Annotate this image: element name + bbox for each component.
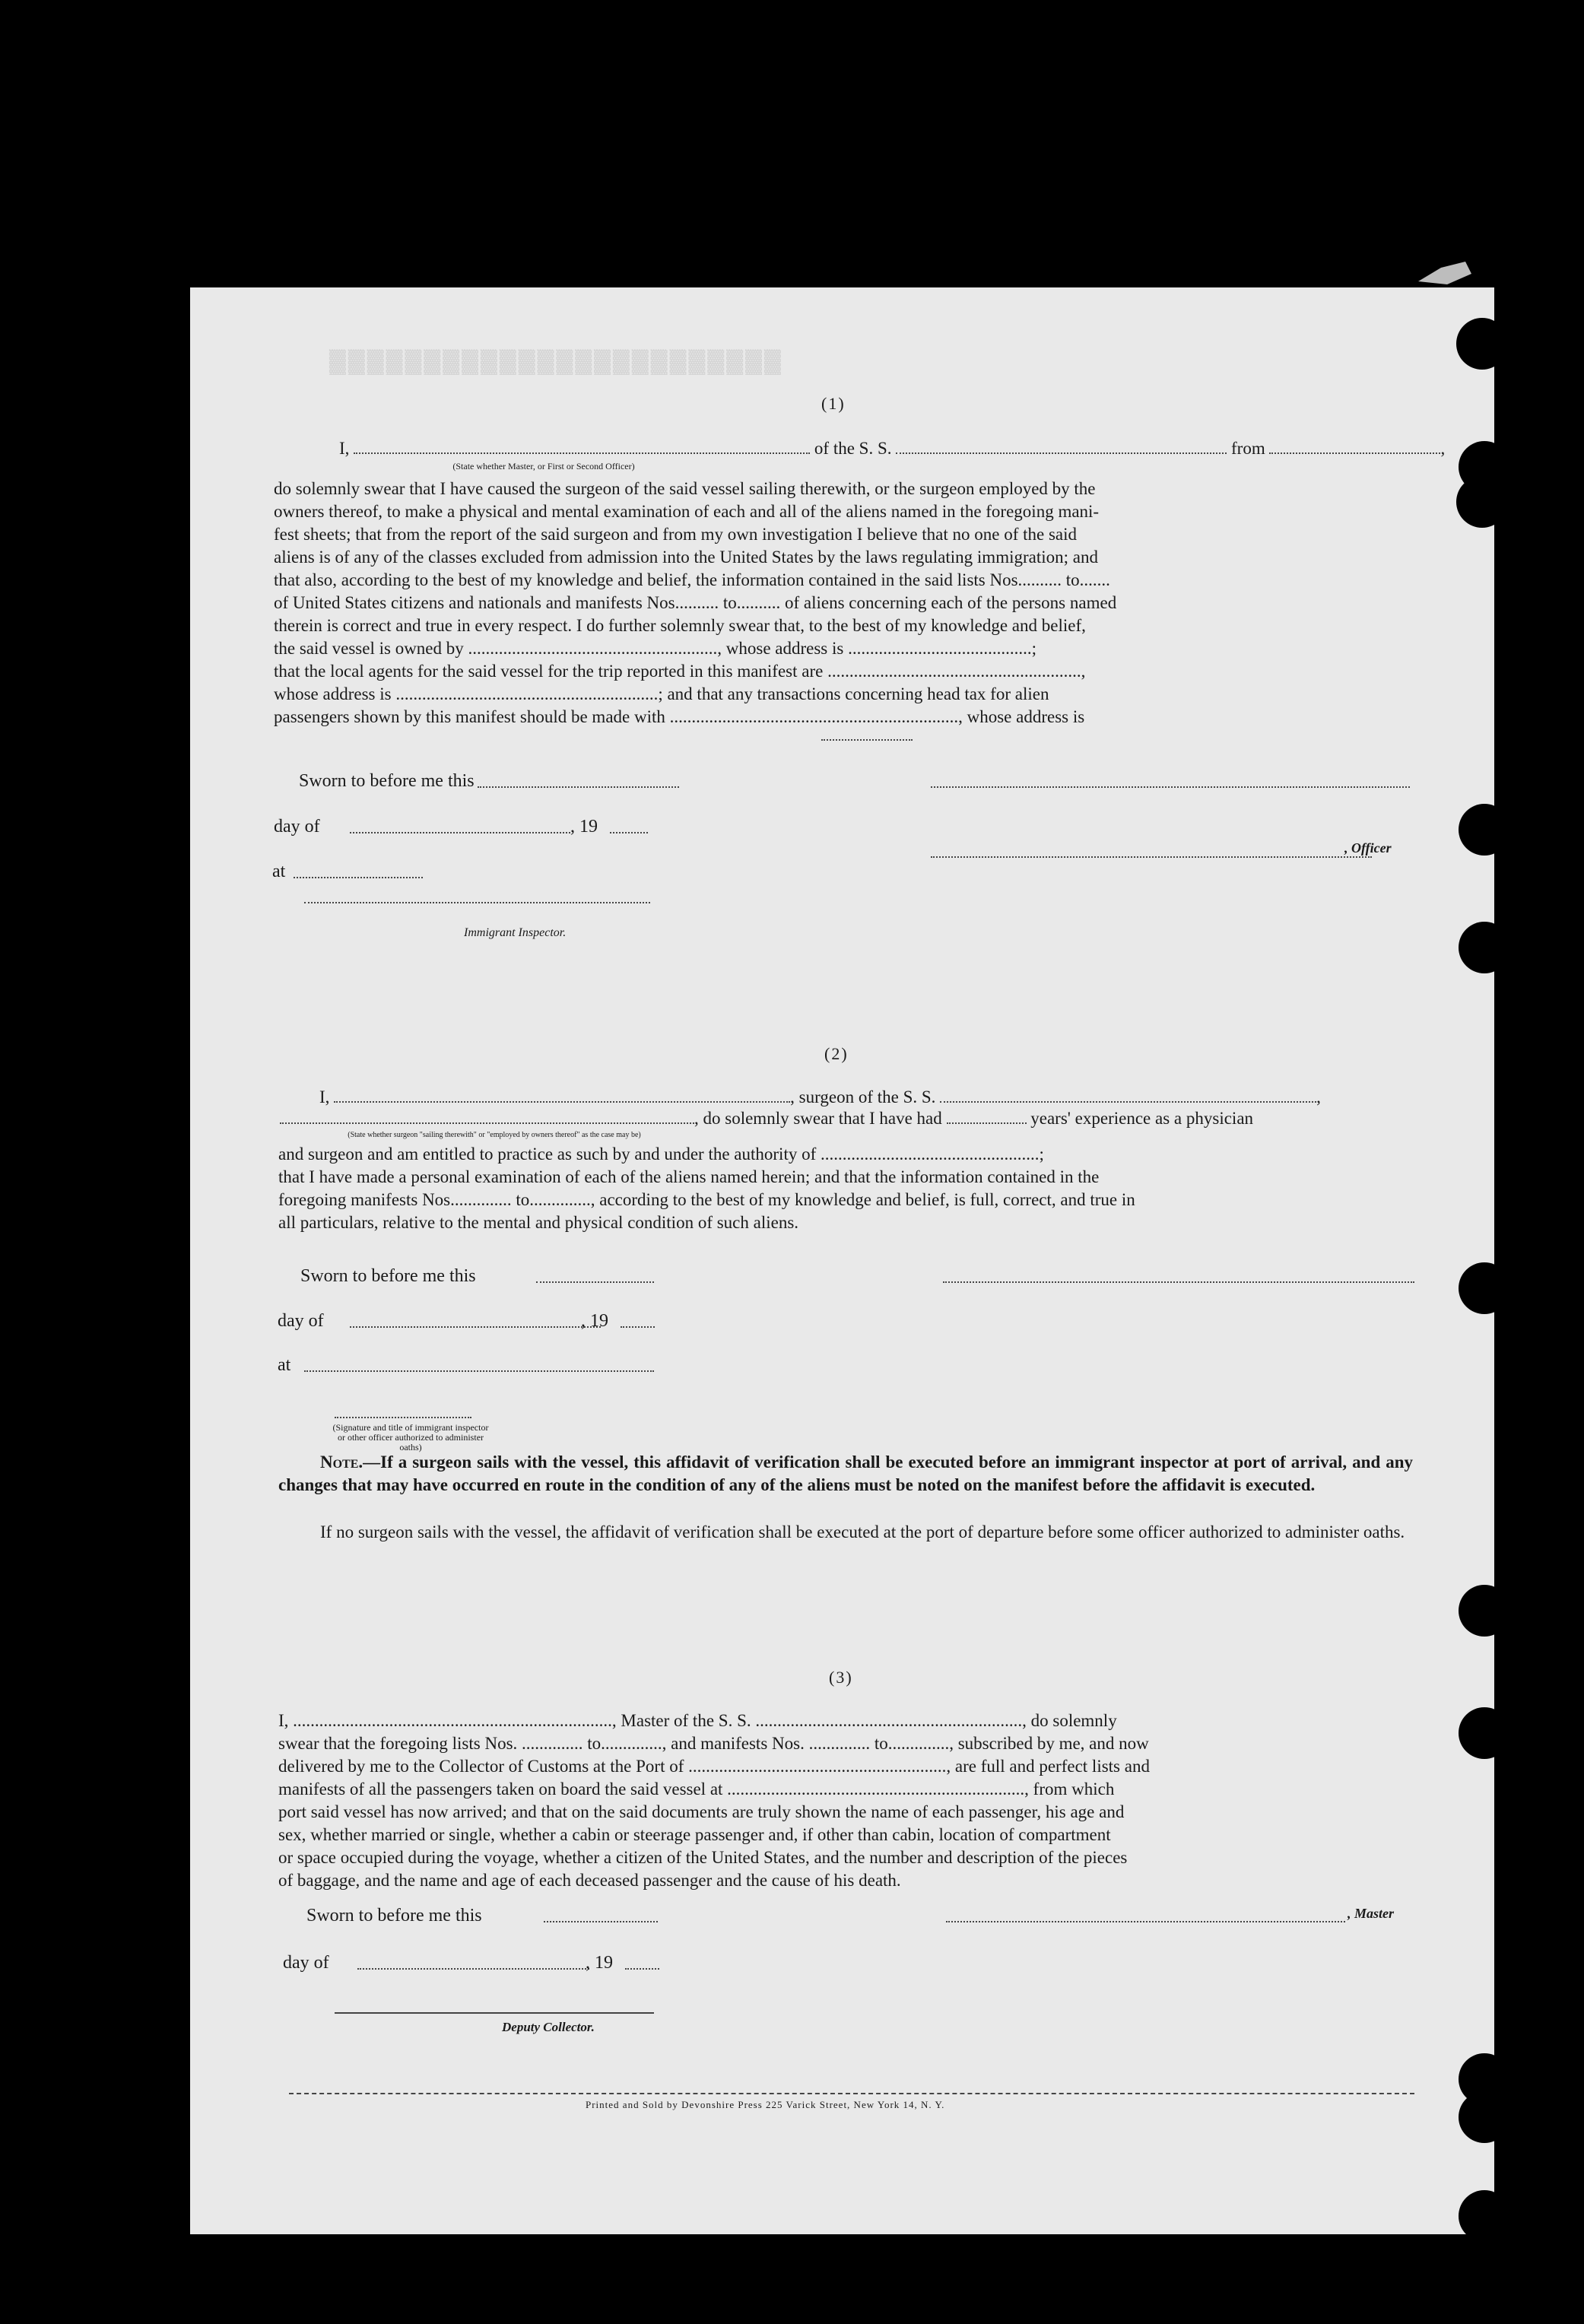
section-3-number: (3) <box>829 1668 853 1687</box>
bleed-through-heading: ▓▓▓▓▓▓▓▓▓▓▓▓▓▓▓▓▓▓▓▓▓▓▓▓ <box>327 348 781 373</box>
sworn-label-2: Sworn to before me this <box>300 1266 476 1286</box>
inspector-signature-field[interactable] <box>304 902 650 903</box>
officer-title-field[interactable] <box>931 856 1372 858</box>
at-label-1: at <box>272 862 286 881</box>
punch-hole <box>1459 1262 1510 1314</box>
year-field-2[interactable] <box>621 1326 655 1328</box>
note-paragraph <box>278 1451 1413 1497</box>
note-text: —If a surgeon sails with the vessel, this affidavit of verification shall be executed before an immigrant inspector at port of arrival, and any changes that may have occurred en route in the condition of any of the aliens must be noted on the manifest before the affidavit is executed. <box>278 1452 1413 1494</box>
section-2-body: and surgeon and am entitled to practice as such by and under the authority of ..................................................; that I have made a personal examination of each of the aliens named herein; and that the information contained in the foregoing manifests Nos.............. to.............., according to the best of my knowledge and belief, is full, correct, and true in all particulars, relative to the mental and physical condition of such aliens. <box>278 1145 1135 1232</box>
note-label: Note. <box>320 1452 363 1472</box>
section-1-number: (1) <box>821 394 846 413</box>
section-3-body: I, ........................................................................., Master of the S. S. ............................................................., do solemnly swear that the foregoing lists Nos. .............. to.............., and manifests Nos. .............. to.............., subscribed by me, and now delivered by me to the Collector of Customs at the Port of ..........................................................., are full and perfect lists and manifests of all the passengers taken on board the said vessel at ...................................................................., from which port said vessel has now arrived; and that on the said documents are truly shown the name of each passenger, his age and sex, whether married or single, whether a cabin or steerage passenger and, if other than cabin, location of compartment or space occupied during the voyage, whether a citizen of the United States, and the number and description of the pieces of baggage, and the name and age of each deceased passenger and the cause of his death. <box>278 1711 1150 1890</box>
punch-hole <box>1459 1707 1510 1759</box>
punch-hole <box>1459 922 1510 973</box>
year-label-2: , 19 <box>581 1311 608 1331</box>
master-label: , Master <box>1348 1906 1395 1921</box>
punch-hole <box>1459 1585 1510 1637</box>
punch-hole <box>1456 318 1508 370</box>
from-port-field[interactable] <box>1269 439 1440 454</box>
punch-hole <box>1459 804 1510 856</box>
sworn-date-field-3[interactable] <box>544 1921 658 1922</box>
surgeon-type-field[interactable] <box>280 1109 694 1124</box>
year-label-1: , 19 <box>570 817 598 837</box>
sworn-date-field-1[interactable] <box>478 786 679 788</box>
day-field-2[interactable] <box>350 1326 601 1328</box>
of-ss-label: of the S. S. <box>814 439 892 458</box>
master-signature-field[interactable] <box>946 1921 1345 1922</box>
surgeon-vessel-field[interactable] <box>940 1087 1316 1103</box>
from-label: from <box>1231 439 1265 458</box>
day-field-3[interactable] <box>357 1968 589 1970</box>
officer-label: , Officer <box>1344 840 1392 856</box>
year-label-3: , 19 <box>586 1953 613 1973</box>
vessel-name-field[interactable] <box>896 439 1227 454</box>
section-1-line1: I, of the S. S. from , <box>339 439 1446 458</box>
section-2-number: (2) <box>824 1044 849 1063</box>
deputy-collector-label: Deputy Collector. <box>502 2020 595 2034</box>
year-field-1[interactable] <box>610 832 648 833</box>
at-field-2[interactable] <box>304 1370 654 1372</box>
section-2-line1: I, , surgeon of the S. S. , <box>319 1087 1321 1106</box>
surgeon-signature-field[interactable] <box>943 1281 1414 1283</box>
manifest-sheet <box>190 287 1494 2234</box>
surgeon-of-ss-label: , surgeon of the S. S. <box>790 1087 936 1106</box>
deputy-signature-field[interactable] <box>335 2012 654 2014</box>
footer-rule <box>289 2093 1414 2094</box>
day-of-label-3: day of <box>283 1953 329 1973</box>
year-field-3[interactable] <box>625 1968 659 1970</box>
note-paragraph-2: If no surgeon sails with the vessel, the affidavit of verification shall be executed at the port of departure before some officer authorized to administer oaths. <box>320 1522 1405 1541</box>
printer-imprint: Printed and Sold by Devonshire Press 225 Varick Street, New York 14, N. Y. <box>586 2099 945 2110</box>
authorized-officer-signature-field[interactable] <box>335 1417 471 1418</box>
surgeon-name-field[interactable] <box>334 1087 790 1103</box>
punch-hole <box>1459 2190 1510 2242</box>
day-of-label-2: day of <box>278 1311 324 1331</box>
punch-hole <box>1456 476 1508 528</box>
sworn-label-1: Sworn to before me this <box>299 771 475 791</box>
immigrant-inspector-label: Immigrant Inspector. <box>464 926 567 939</box>
section-2-line2: , do solemnly swear that I have had years' experience as a physician <box>280 1107 1253 1130</box>
officer-note: (State whether Master, or First or Second Officer) <box>452 461 635 471</box>
punch-hole <box>1459 2091 1510 2143</box>
officer-signature-field[interactable] <box>931 786 1410 788</box>
day-field-1[interactable] <box>350 832 570 833</box>
sworn-date-field-2[interactable] <box>536 1281 654 1283</box>
years-experience-field[interactable] <box>947 1109 1027 1124</box>
sworn-label-3: Sworn to before me this <box>306 1906 482 1926</box>
at-label-2: at <box>278 1355 291 1375</box>
officer-name-field[interactable] <box>354 439 810 454</box>
section-1-body: do solemnly swear that I have caused the surgeon of the said vessel sailing therewith, or the surgeon employed by the owners thereof, to make a physical and mental examination of each and all of the aliens named in the foregoing mani- fest sheets; that from the report of the said surgeon and from my own investigation I believe that no one of the said aliens is of any of the classes excluded from admission into the United States by the laws regulating immigration; and that also, according to the best of my knowledge and belief, the information contained in the said lists Nos.......... to....... of United States citizens and nationals and manifests Nos.......... to.......... of aliens concerning each of the persons named therein is correct and true in every respect. I do further solemnly swear that, to the best of my knowledge and belief, the said vessel is owned by ........................................................., whose address is ..........................................; that the local agents for the said vessel for the trip reported in this manifest are .........................................................., whose address is ............................................................; and that any transactions concerning head tax for alien passengers shown by this manifest should be made with .................................................................., whose address is <box>274 479 1117 726</box>
at-field-1[interactable] <box>294 877 423 878</box>
i-label: I, <box>339 439 350 458</box>
surgeon-note: (State whether surgeon "sailing therewith" or "employed by owners thereof" as the case may be) <box>348 1131 641 1139</box>
signature-title-note: (Signature and title of immigrant inspector or other officer authorized to administer oaths) <box>332 1422 489 1452</box>
day-of-label-1: day of <box>274 817 320 837</box>
